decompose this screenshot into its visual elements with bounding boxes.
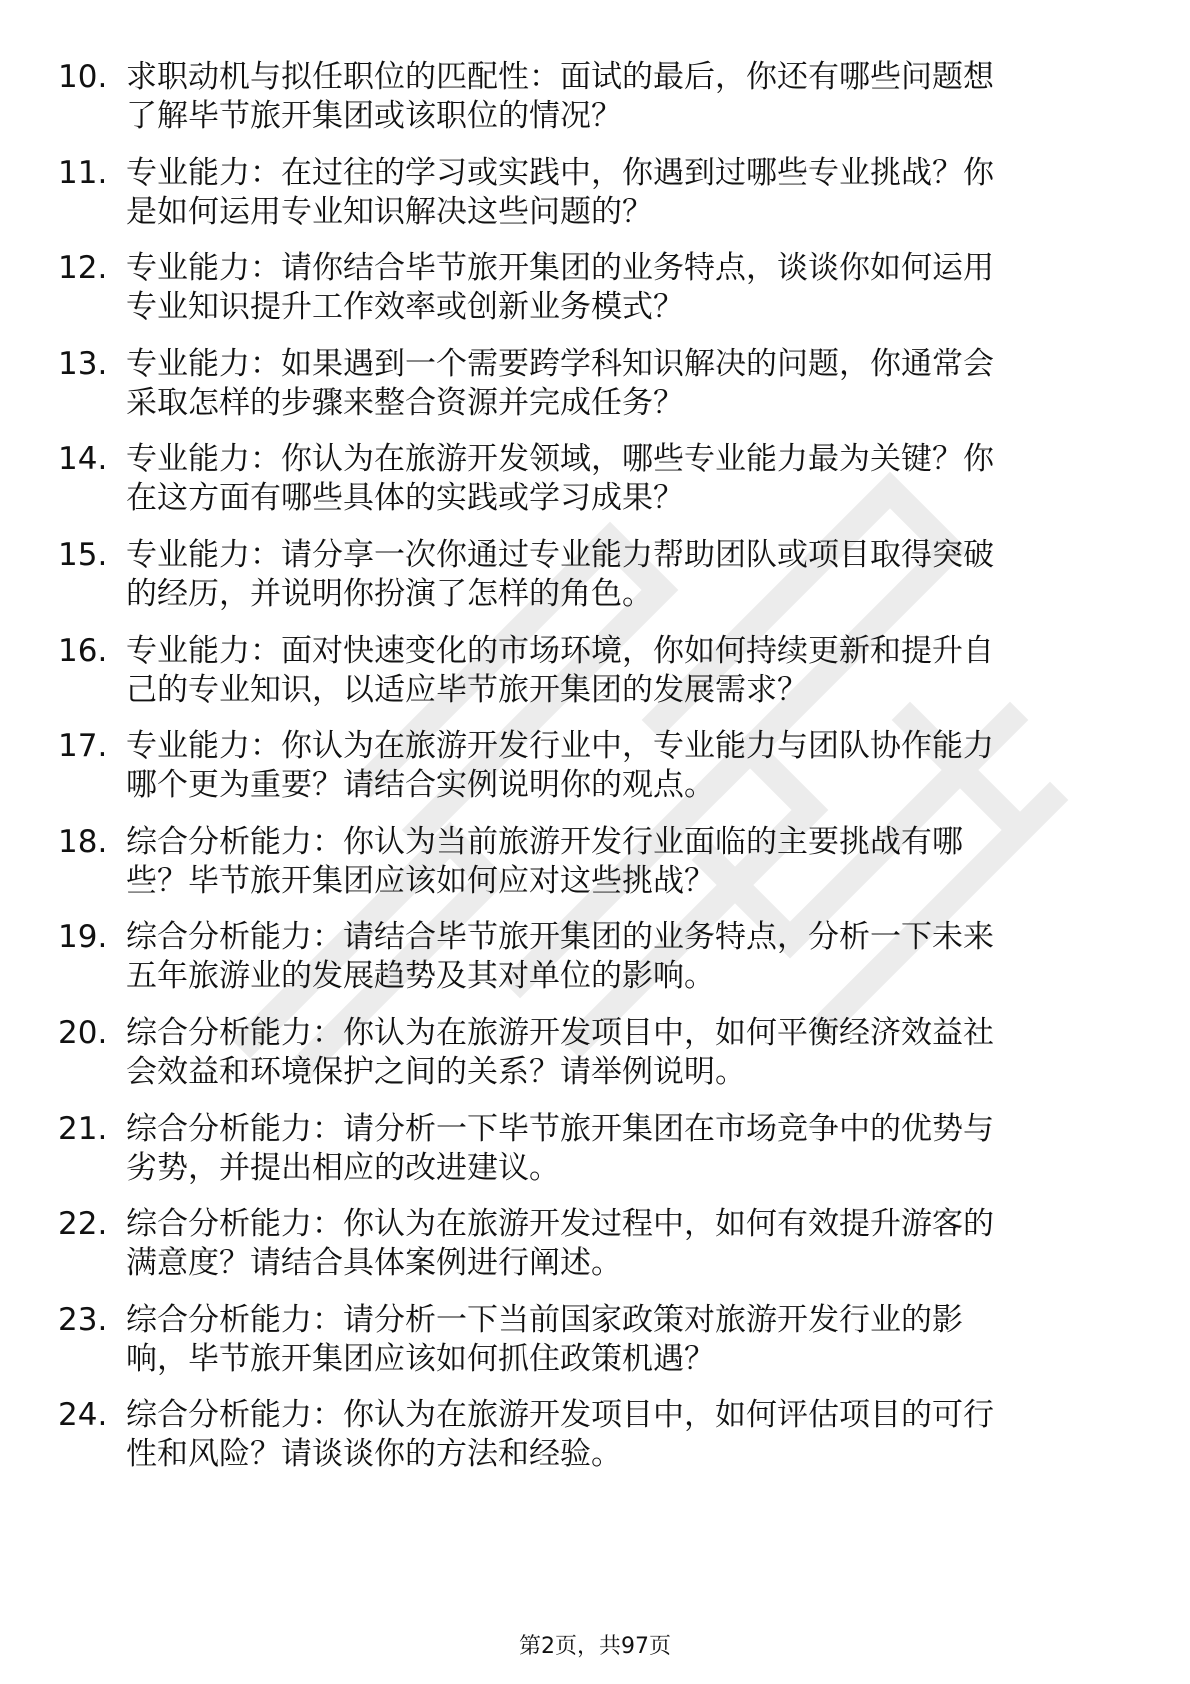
question-text-line: 响，毕节旅开集团应该如何抓住政策机遇？ (126, 1340, 715, 1377)
question-number: 14. (58, 441, 108, 478)
question-text-line: 劣势，并提出相应的改进建议。 (126, 1149, 560, 1186)
question-item (0, 821, 1190, 917)
question-text-line: 己的专业知识，以适应毕节旅开集团的发展需求？ (126, 671, 808, 708)
question-text-line: 专业能力：你认为在旅游开发领域，哪些专业能力最为关键？你 (126, 441, 994, 478)
question-text-line: 性和风险？请谈谈你的方法和经验。 (126, 1436, 622, 1473)
question-item (0, 1394, 1190, 1490)
question-text-line: 五年旅游业的发展趋势及其对单位的影响。 (126, 958, 715, 995)
question-text-line: 了解毕节旅开集团或该职位的情况？ (126, 98, 622, 134)
question-number: 13. (58, 345, 108, 382)
question-text-line: 专业能力：面对快速变化的市场环境，你如何持续更新和提升自 (126, 632, 994, 669)
question-text-line: 求职动机与拟任职位的匹配性：面试的最后，你还有哪些问题想 (126, 59, 994, 95)
question-number: 18. (58, 823, 108, 860)
question-item (0, 247, 1190, 343)
question-text-line: 些？毕节旅开集团应该如何应对这些挑战？ (126, 862, 715, 899)
question-text-line: 的经历，并说明你扮演了怎样的角色。 (126, 575, 653, 612)
question-number: 17. (58, 728, 108, 765)
question-number: 22. (58, 1206, 108, 1243)
question-item (0, 1299, 1190, 1395)
question-text-line: 是如何运用专业知识解决这些问题的？ (126, 193, 653, 230)
question-number: 10. (58, 59, 108, 95)
question-number: 16. (58, 632, 108, 669)
question-item (0, 534, 1190, 630)
question-item (0, 1012, 1190, 1108)
question-list (0, 56, 1190, 1490)
question-number: 24. (58, 1397, 108, 1434)
question-item (0, 56, 1190, 152)
question-item (0, 630, 1190, 726)
question-item (0, 916, 1190, 1012)
question-text-line: 在这方面有哪些具体的实践或学习成果？ (126, 480, 684, 517)
question-number: 15. (58, 536, 108, 573)
question-item (0, 343, 1190, 439)
question-number: 12. (58, 250, 108, 287)
question-item (0, 1108, 1190, 1204)
question-number: 19. (58, 919, 108, 956)
question-number: 20. (58, 1014, 108, 1051)
question-number: 23. (58, 1301, 108, 1338)
page-number-footer: 第2页，共97页 (519, 1634, 671, 1659)
question-text-line: 会效益和环境保护之间的关系？请举例说明。 (126, 1053, 746, 1090)
question-number: 21. (58, 1110, 108, 1147)
question-text-line: 综合分析能力：请结合毕节旅开集团的业务特点，分析一下未来 (126, 919, 994, 956)
question-item (0, 152, 1190, 248)
question-text-line: 专业能力：你认为在旅游开发行业中，专业能力与团队协作能力 (126, 728, 994, 765)
question-text-line: 专业能力：请分享一次你通过专业能力帮助团队或项目取得突破 (126, 536, 994, 573)
question-text-line: 综合分析能力：你认为在旅游开发过程中，如何有效提升游客的 (126, 1206, 994, 1243)
question-text-line: 专业知识提升工作效率或创新业务模式？ (126, 289, 684, 326)
question-text-line: 采取怎样的步骤来整合资源并完成任务？ (126, 384, 684, 421)
question-text-line: 综合分析能力：你认为在旅游开发项目中，如何评估项目的可行 (126, 1397, 994, 1434)
question-number: 11. (58, 154, 108, 191)
question-text-line: 综合分析能力：你认为在旅游开发项目中，如何平衡经济效益社 (126, 1014, 994, 1051)
question-item (0, 438, 1190, 534)
question-text-line: 专业能力：请你结合毕节旅开集团的业务特点，谈谈你如何运用 (126, 250, 994, 287)
question-text-line: 专业能力：在过往的学习或实践中，你遇到过哪些专业挑战？你 (126, 154, 994, 191)
question-text-line: 综合分析能力：请分析一下当前国家政策对旅游开发行业的影 (126, 1301, 963, 1338)
question-item (0, 1203, 1190, 1299)
question-text-line: 综合分析能力：请分析一下毕节旅开集团在市场竞争中的优势与 (126, 1110, 994, 1147)
question-text-line: 满意度？请结合具体案例进行阐述。 (126, 1245, 622, 1282)
question-text-line: 哪个更为重要？请结合实例说明你的观点。 (126, 767, 715, 804)
question-text-line: 综合分析能力：你认为当前旅游开发行业面临的主要挑战有哪 (126, 823, 963, 860)
question-text-line: 专业能力：如果遇到一个需要跨学科知识解决的问题，你通常会 (126, 345, 994, 382)
question-item (0, 725, 1190, 821)
